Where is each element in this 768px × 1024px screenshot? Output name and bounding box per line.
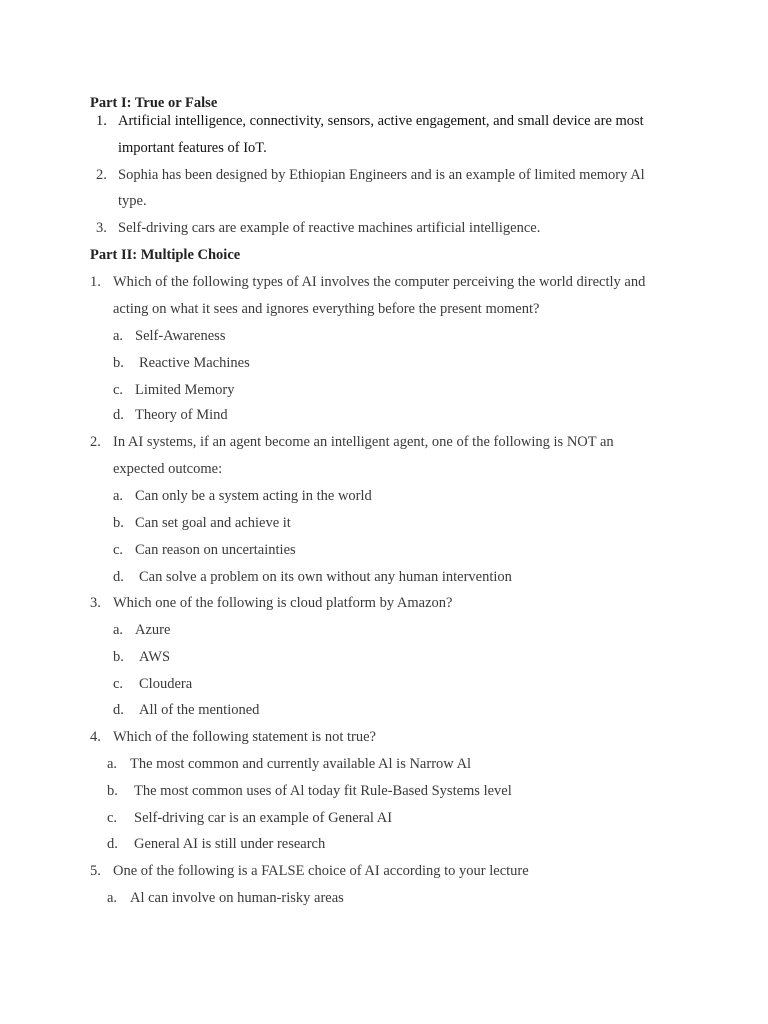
item-text-line: Self-driving cars are example of reactive machines artificial intelligence. [118, 220, 541, 236]
option-letter: a. [107, 890, 118, 906]
item-text-line: type. [118, 193, 147, 209]
item-text-line: Artificial intelligence, connectivity, sensors, active engagement, and small device are most [118, 113, 644, 129]
option-text: All of the mentioned [139, 702, 260, 718]
option-text: General AI is still under research [134, 836, 326, 852]
part1-heading: Part I: True or False [90, 95, 218, 111]
question-number: 3. [90, 595, 101, 611]
item-text-line: Sophia has been designed by Ethiopian Engineers and is an example of limited memory Al [118, 167, 645, 183]
question-text-line: Which of the following types of AI involves the computer perceiving the world directly and [113, 274, 646, 290]
option-letter: c. [107, 810, 118, 826]
option-letter: a. [113, 328, 124, 344]
option-letter: b. [113, 515, 124, 531]
part2-heading: Part II: Multiple Choice [90, 247, 241, 263]
option-letter: a. [113, 622, 124, 638]
option-text: Theory of Mind [135, 407, 228, 423]
option-text: The most common and currently available Al is Narrow Al [130, 756, 472, 772]
option-letter: b. [107, 783, 118, 799]
question-text-line: acting on what it sees and ignores everything before the present moment? [113, 301, 540, 317]
option-text: Can only be a system acting in the world [135, 488, 372, 504]
option-letter: d. [113, 702, 124, 718]
option-text: The most common uses of Al today fit Rule-Based Systems level [134, 783, 512, 799]
item-number: 1. [96, 113, 107, 129]
item-number: 3. [96, 220, 107, 236]
question-text-line: expected outcome: [113, 461, 223, 477]
option-letter: d. [113, 407, 124, 423]
question-text-line: In AI systems, if an agent become an intelligent agent, one of the following is NOT an [113, 434, 614, 450]
question-text-line: Which of the following statement is not true? [113, 729, 376, 745]
option-letter: a. [113, 488, 124, 504]
question-number: 1. [90, 274, 101, 290]
option-text: Can solve a problem on its own without any human intervention [139, 569, 512, 585]
option-letter: a. [107, 756, 118, 772]
option-letter: b. [113, 649, 124, 665]
option-text: Reactive Machines [139, 355, 250, 371]
option-text: Can set goal and achieve it [135, 515, 291, 531]
item-text-line: important features of IoT. [118, 140, 267, 156]
item-number: 2. [96, 167, 107, 183]
option-text: Cloudera [139, 676, 193, 692]
option-text: Self-driving car is an example of General AI [134, 810, 393, 826]
option-text: Al can involve on human-risky areas [130, 890, 344, 906]
option-letter: d. [107, 836, 118, 852]
question-number: 4. [90, 729, 101, 745]
question-number: 5. [90, 863, 101, 879]
option-letter: b. [113, 355, 124, 371]
question-text-line: Which one of the following is cloud platform by Amazon? [113, 595, 453, 611]
option-letter: d. [113, 569, 124, 585]
option-text: AWS [139, 649, 171, 665]
option-text: Can reason on uncertainties [135, 542, 296, 558]
question-text-line: One of the following is a FALSE choice of AI according to your lecture [113, 863, 529, 879]
question-number: 2. [90, 434, 101, 450]
option-text: Self-Awareness [135, 328, 226, 344]
option-text: Azure [135, 622, 171, 638]
option-letter: c. [113, 382, 124, 398]
option-letter: c. [113, 542, 124, 558]
option-letter: c. [113, 676, 124, 692]
option-text: Limited Memory [135, 382, 235, 398]
